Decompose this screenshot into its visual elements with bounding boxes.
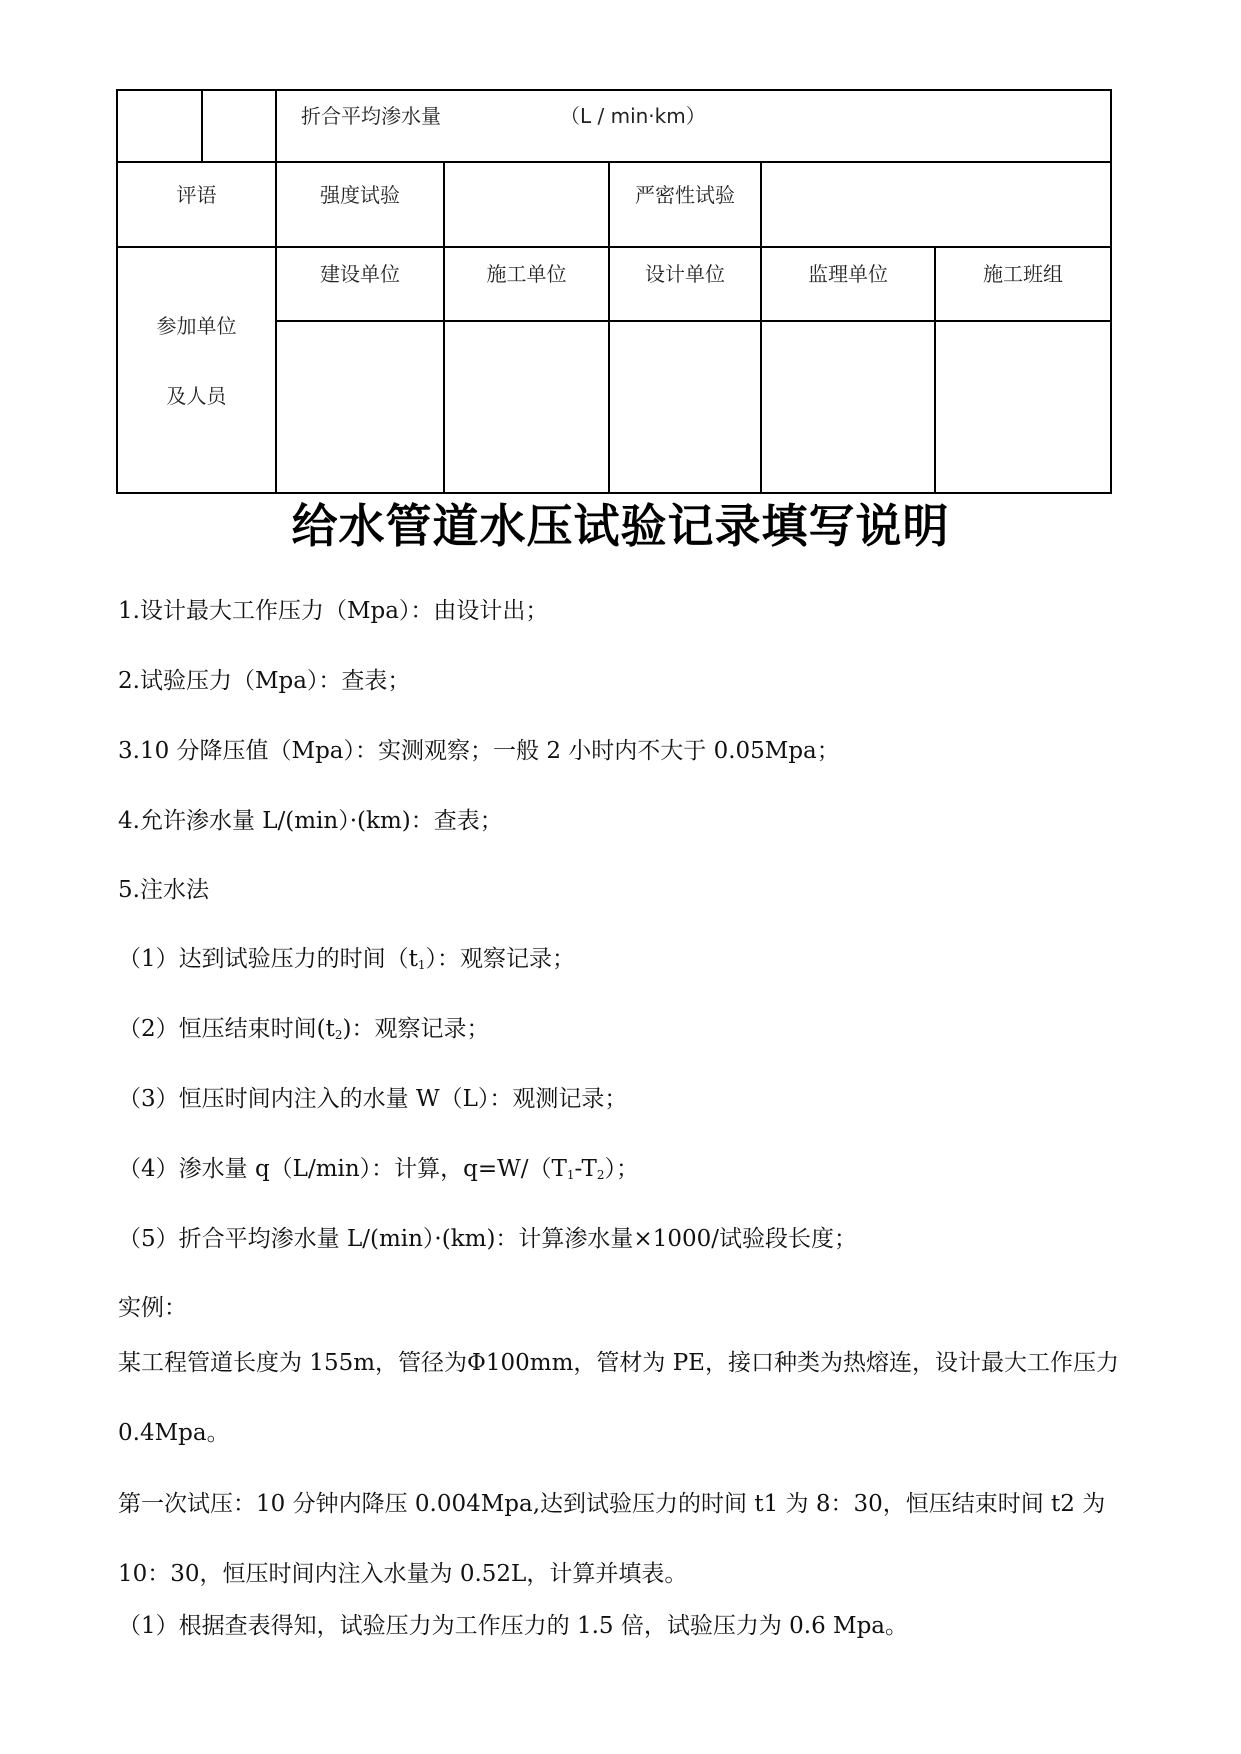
item-allowed-seepage: 4.允许渗水量 L/(min）·(km)：查表； — [118, 808, 503, 834]
subitem-water-volume: （3）恒压时间内注入的水量 W（L）：观测记录； — [118, 1086, 628, 1112]
header-construction-owner: 建设单位 — [320, 262, 400, 286]
item-design-max-pressure: 1.设计最大工作压力（Mpa）：由设计出； — [118, 598, 549, 624]
subitem-text: -T — [574, 1156, 597, 1182]
header-design-unit: 设计单位 — [645, 262, 725, 286]
participants-label-line2: 及人员 — [166, 384, 227, 408]
subitem-reach-time — [118, 943, 1148, 981]
remark-label: 评语 — [176, 183, 217, 207]
tightness-test-label: 严密性试验 — [635, 183, 735, 207]
document-title: 给水管道水压试验记录填写说明 — [291, 499, 950, 553]
item-test-pressure: 2.试验压力（Mpa）：查表； — [118, 668, 411, 694]
header-work-team: 施工班组 — [983, 262, 1063, 286]
avg-seepage-unit: （L / min·km） — [560, 104, 706, 128]
example-paragraph-3: （1）根据查表得知，试验压力为工作压力的 1.5 倍，试验压力为 0.6 Mpa。 — [118, 1613, 909, 1639]
subitem-text: （2）恒压结束时间(t — [118, 1016, 335, 1042]
subitem-text: ）； — [604, 1156, 639, 1182]
table-line — [275, 89, 277, 494]
table-line — [116, 492, 1112, 494]
subitem-text: ）：观察记录； — [425, 946, 576, 972]
subitem-text: （1）达到试验压力的时间（t — [118, 946, 418, 972]
subscript: 2 — [596, 1168, 605, 1182]
example-paragraph-2: 第一次试压：10 分钟内降压 0.004Mpa,达到试验压力的时间 t1 为 8：30，恒压结束时间 t2 为 10：30，恒压时间内注入水量为 0.52L，计算并填表。 — [118, 1491, 1106, 1587]
table-line — [116, 89, 118, 494]
participants-label-line1: 参加单位 — [156, 314, 237, 338]
table-line — [608, 161, 610, 494]
table-line — [116, 246, 1112, 248]
avg-seepage-label: 折合平均渗水量 — [301, 104, 441, 128]
table-line — [116, 161, 1112, 163]
subitem-seepage-calc — [118, 1153, 1148, 1191]
subitem-text: （4）渗水量 q（L/min）：计算，q=W/（T — [118, 1156, 567, 1182]
example-label: 实例： — [118, 1295, 187, 1321]
subitem-avg-seepage: （5）折合平均渗水量 L/(min）·(km)：计算渗水量×1000/试验段长度； — [118, 1226, 857, 1252]
subscript: 1 — [417, 958, 426, 972]
subscript: 2 — [334, 1028, 343, 1042]
subitem-end-time — [118, 1013, 1148, 1051]
item-pressure-drop: 3.10 分降压值（Mpa）：实测观察；一般 2 小时内不大于 0.05Mpa； — [118, 738, 840, 764]
subitem-text: )：观察记录； — [342, 1016, 490, 1042]
table-line — [443, 161, 445, 494]
item-water-injection: 5.注水法 — [118, 877, 209, 903]
table-line — [275, 320, 1112, 322]
table-line — [1110, 89, 1112, 494]
header-contractor: 施工单位 — [486, 262, 567, 286]
table-line — [116, 89, 1112, 91]
table-line — [760, 161, 762, 494]
subscript: 1 — [566, 1168, 575, 1182]
strength-test-label: 强度试验 — [320, 183, 400, 207]
table-line — [201, 89, 203, 163]
header-supervision-unit: 监理单位 — [808, 262, 888, 286]
example-paragraph-1: 某工程管道长度为 155m，管径为Φ100mm，管材为 PE，接口种类为热熔连，设计最大工作压力 0.4Mpa。 — [118, 1350, 1119, 1446]
